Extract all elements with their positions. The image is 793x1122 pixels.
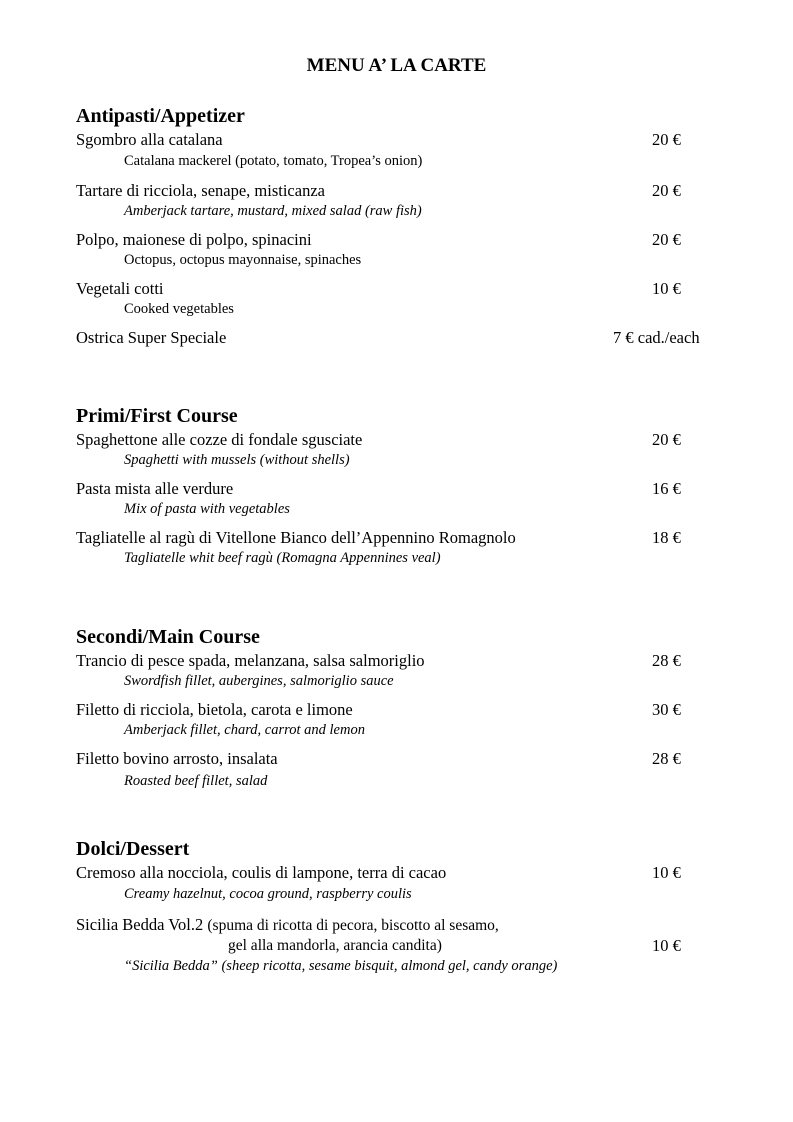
dish-description: Roasted beef fillet, salad [124,773,268,789]
dish-price: 20 € [652,130,681,149]
dish-name [76,915,499,935]
dish-price: 30 € [652,700,681,719]
section-title-dolci: Dolci/Dessert [76,838,190,860]
dish-description: Mix of pasta with vegetables [124,501,290,517]
dish-name: Cremoso alla nocciola, coulis di lampone, terra di cacao [76,863,447,882]
dish-description: Creamy hazelnut, cocoa ground, raspberry coulis [124,886,412,902]
dish-price: 10 € [652,936,681,955]
dish-price: 10 € [652,279,681,298]
dish-price: 7 € cad./each [613,328,700,347]
dish-price: 18 € [652,528,681,547]
dish-name: Filetto di ricciola, bietola, carota e limone [76,700,353,719]
dish-price: 20 € [652,181,681,200]
dish-description: Tagliatelle whit beef ragù (Romagna Appennines veal) [124,550,441,566]
section-title-secondi: Secondi/Main Course [76,626,260,648]
menu-title: MENU A’ LA CARTE [306,55,487,76]
dish-name: Vegetali cotti [76,279,164,298]
dish-description: Catalana mackerel (potato, tomato, Tropea’s onion) [124,153,423,169]
dish-description: Cooked vegetables [124,301,234,317]
dish-price: 10 € [652,863,681,882]
dish-description: Swordfish fillet, aubergines, salmoriglio sauce [124,673,394,689]
dish-name: Sgombro alla catalana [76,130,223,149]
dish-name: Spaghettone alle cozze di fondale sgusciate [76,430,363,449]
dish-price: 20 € [652,430,681,449]
dish-name: Ostrica Super Speciale [76,328,227,347]
dish-name: Tagliatelle al ragù di Vitellone Bianco dell’Appennino Romagnolo [76,528,516,547]
section-title-primi: Primi/First Course [76,405,238,427]
dish-name-detail: (spuma di ricotta di pecora, biscotto al sesamo, [207,917,499,934]
dish-name-continued: gel alla mandorla, arancia candita) [228,937,442,954]
section-title-antipasti: Antipasti/Appetizer [76,105,245,127]
dish-price: 20 € [652,230,681,249]
dish-description: Amberjack fillet, chard, carrot and lemon [124,722,365,738]
dish-price: 28 € [652,749,681,768]
dish-description: “Sicilia Bedda” (sheep ricotta, sesame bisquit, almond gel, candy orange) [124,958,558,974]
dish-name: Polpo, maionese di polpo, spinacini [76,230,312,249]
dish-name: Pasta mista alle verdure [76,479,234,498]
dish-description: Spaghetti with mussels (without shells) [124,452,350,468]
dish-description: Amberjack tartare, mustard, mixed salad (raw fish) [124,203,422,219]
dish-description: Octopus, octopus mayonnaise, spinaches [124,252,362,268]
dish-price: 28 € [652,651,681,670]
dish-name: Trancio di pesce spada, melanzana, salsa salmoriglio [76,651,425,670]
dish-name: Filetto bovino arrosto, insalata [76,749,278,768]
dish-price: 16 € [652,479,681,498]
dish-name: Tartare di ricciola, senape, misticanza [76,181,325,200]
dish-name-main: Sicilia Bedda Vol.2 [76,915,204,934]
